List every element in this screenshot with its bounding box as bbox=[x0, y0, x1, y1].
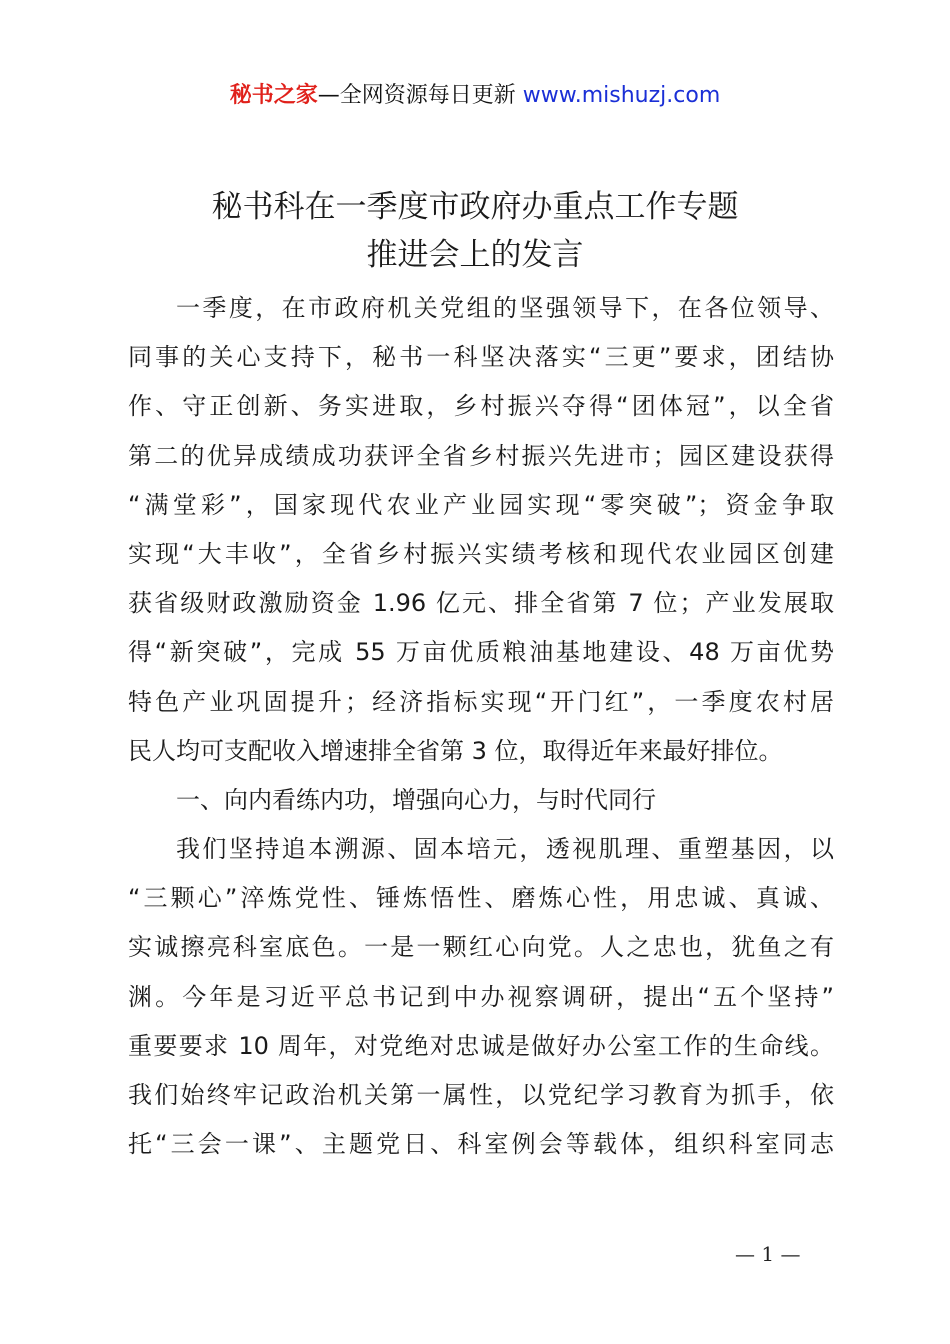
text-line: 实现“大丰收”，全省乡村振兴实绩考核和现代农业园区创建 bbox=[128, 539, 834, 568]
page-number: — 1 — bbox=[735, 1242, 801, 1266]
title-line-1: 秘书科在一季度市政府办重点工作专题 bbox=[211, 189, 739, 225]
text-line: 重要要求 10 周年，对党绝对忠诚是做好办公室工作的生命线。 bbox=[128, 1031, 834, 1060]
text-line: 特色产业巩固提升；经济指标实现“开门红”，一季度农村居 bbox=[128, 687, 834, 716]
text-line: 得“新突破”，完成 55 万亩优质粮油基地建设、48 万亩优势 bbox=[128, 638, 834, 667]
document-body bbox=[128, 284, 834, 1169]
text-line: 我们始终牢记政治机关第一属性，以党纪学习教育为抓手，依 bbox=[128, 1081, 834, 1109]
text-line: 第二的优异成绩成功获评全省乡村振兴先进市；园区建设获得 bbox=[128, 441, 834, 470]
text-line: 同事的关心支持下，秘书一科坚决落实“三更”要求，团结协 bbox=[128, 343, 834, 372]
document-title bbox=[0, 183, 950, 279]
text-line: 一季度，在市政府机关党组的坚强领导下，在各位领导、 bbox=[176, 294, 834, 322]
text-line: 渊。今年是习近平总书记到中办视察调研，提出“五个坚持” bbox=[128, 982, 834, 1011]
banner-tagline: —全网资源每日更新 bbox=[317, 83, 516, 108]
site-url-link[interactable]: www.mishuzj.com bbox=[522, 83, 721, 108]
text-line: 我们坚持追本溯源、固本培元，透视肌理、重塑基因，以 bbox=[176, 835, 834, 864]
text-line: 实诚擦亮科室底色。一是一颗红心向党。人之忠也，犹鱼之有 bbox=[128, 933, 834, 962]
text-line: 获省级财政激励资金 1.96 亿元、排全省第 7 位；产业发展取 bbox=[128, 589, 834, 618]
text-line: 作、守正创新、务实进取，乡村振兴夺得“团体冠”，以全省 bbox=[128, 392, 834, 421]
paragraph-2 bbox=[128, 825, 834, 1169]
text-line: 民人均可支配收入增速排全省第 3 位，取得近年来最好排位。 bbox=[128, 736, 783, 765]
text-line: “三颗心”淬炼党性、锤炼悟性、磨炼心性，用忠诚、真诚、 bbox=[128, 884, 834, 913]
site-banner bbox=[0, 80, 950, 112]
section-heading-1: 一、向内看练内功，增强向心力，与时代同行 bbox=[176, 785, 656, 814]
brand-name: 秘书之家 bbox=[229, 83, 318, 108]
paragraph-1 bbox=[128, 284, 834, 776]
text-line: 托“三会一课”、主题党日、科室例会等载体，组织科室同志 bbox=[128, 1130, 834, 1159]
text-line: “满堂彩”，国家现代农业产业园实现“零突破”；资金争取 bbox=[128, 490, 834, 519]
title-line-2: 推进会上的发言 bbox=[366, 237, 584, 273]
